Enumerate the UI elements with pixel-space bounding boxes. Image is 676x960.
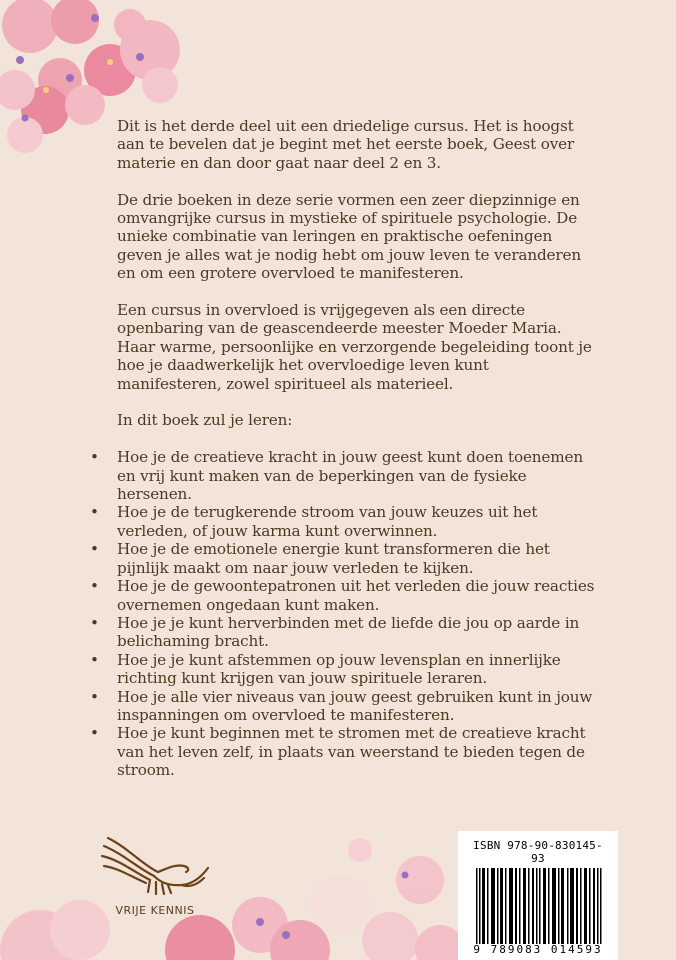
intro-paragraph: Dit is het derde deel uit een driedelige cursus. Het is hoogst aan te bevelen dat je begint met het eerste boek, Geest over materie en dan door gaat naar deel 2 en 3. <box>117 117 575 172</box>
isbn-label: ISBN 978-90-830145-93 <box>473 839 603 865</box>
eagle-icon <box>98 830 213 900</box>
series-paragraph: De drie boeken in deze serie vormen een zeer diepzinnige en omvangrijke cursus in mystieke of spirituele psychologie. De unieke combinatie van leringen en praktische oefeningen geven je alles wat je nodig hebt om jouw leven te veranderen en om een grotere overvloed te manifesteren. <box>117 190 581 283</box>
list-item: Hoe je kunt beginnen met te stromen met de creatieve kracht van het leven zelf, in plaats van weerstand te bieden tegen de stroom. <box>117 724 586 780</box>
barcode-bars <box>468 868 608 954</box>
publisher-logo <box>95 830 215 930</box>
publisher-name: VRIJE KENNIS <box>115 904 195 917</box>
list-item: Hoe je je kunt herverbinden met de liefde die jou op aarde in belichaming bracht. <box>117 613 580 651</box>
learn-heading: In dit boek zul je leren: <box>117 411 293 430</box>
isbn-barcode <box>458 831 618 960</box>
learning-list <box>117 448 597 779</box>
list-item: Hoe je de creatieve kracht in jouw geest kunt doen toenemen en vrij kunt maken van de beperkingen van de fysieke hersenen. <box>117 448 583 504</box>
revelation-paragraph: Een cursus in overvloed is vrijgegeven als een directe openbaring van de geascendeerde meester Moeder Maria. Haar warme, persoonlijke en verzorgende begeleiding toont je hoe je daadwerkelijk het overvloedige leven kunt manifesteren, zowel spiritueel als materieel. <box>117 301 592 393</box>
barcode-digits: 9 789083 014593 <box>468 944 608 956</box>
list-item: Hoe je alle vier niveaus van jouw geest gebruiken kunt in jouw inspanningen om overvloed te manifesteren. <box>117 687 593 724</box>
list-item: Hoe je de terugkerende stroom van jouw keuzes uit het verleden, of jouw karma kunt overwinnen. <box>117 503 538 540</box>
list-item: Hoe je de gewoontepatronen uit het verleden die jouw reacties overnemen ongedaan kunt maken. <box>117 577 595 614</box>
list-item: Hoe je je kunt afstemmen op jouw levensplan en innerlijke richting kunt krijgen van jouw spirituele leraren. <box>117 650 561 688</box>
list-item: Hoe je de emotionele energie kunt transformeren die het pijnlijk maakt om naar jouw verleden te kijken. <box>117 540 550 577</box>
back-cover-text <box>117 117 597 780</box>
